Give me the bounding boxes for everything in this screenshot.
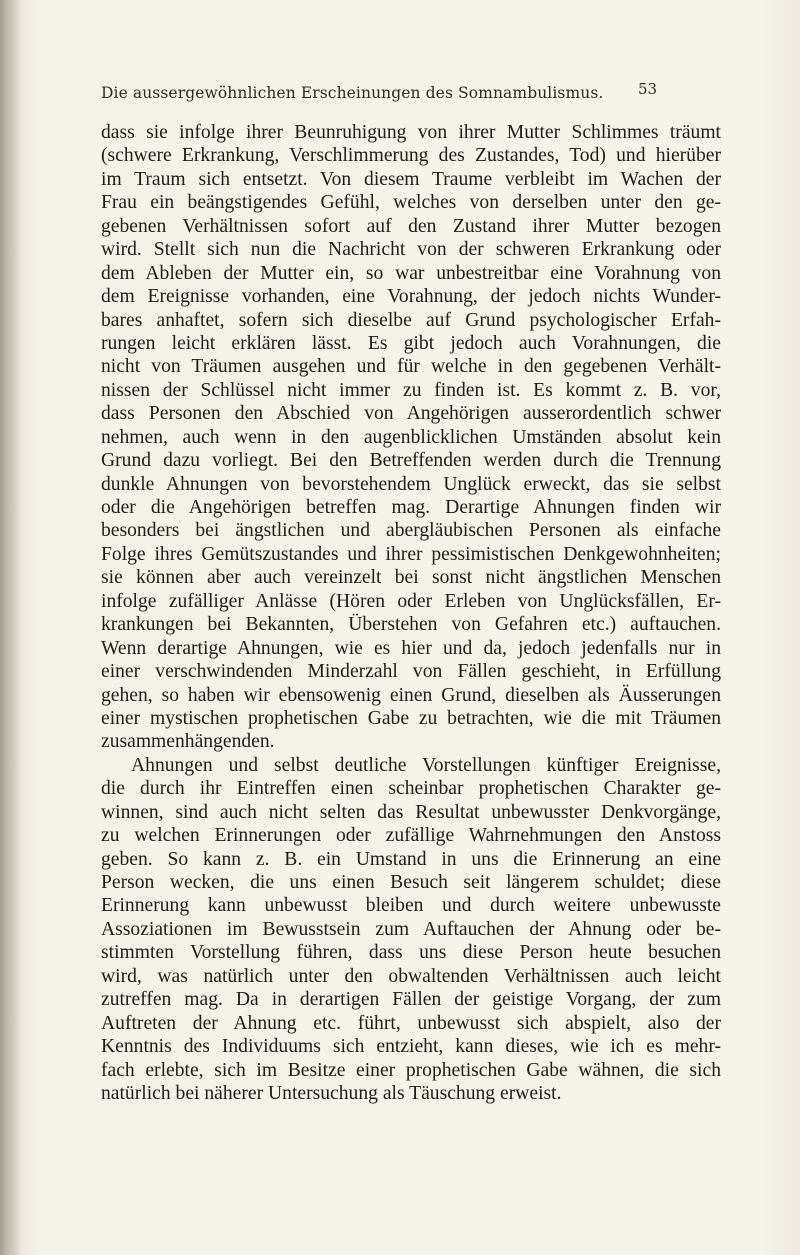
paragraph-last-line: zusammenhängenden. [101,731,275,753]
page-binding-shadow [0,0,22,1255]
text-line: fach erlebte, sich im Besitze einer prophetischen Gabe wähnen, die sich [101,1059,721,1081]
text-line: die durch ihr Eintreffen einen scheinbar prophetischen Charakter ge- [101,778,721,800]
text-line: rungen leicht erklären lässt. Es gibt jedoch auch Vorahnungen, die [101,332,721,354]
text-line: Folge ihres Gemütszustandes und ihrer pessimistischen Denkgewohnheiten; [101,543,721,565]
text-line: nissen der Schlüssel nicht immer zu finden ist. Es kommt z. B. vor, [101,379,721,401]
body-text [101,121,721,1105]
text-line: im Traum sich entsetzt. Von diesem Traume verbleibt im Wachen der [101,168,721,190]
text-line: Erinnerung kann unbewusst bleiben und durch weitere unbewusste [101,895,721,917]
text-line: Auftreten der Ahnung etc. führt, unbewusst sich abspielt, also der [101,1012,721,1034]
text-line: winnen, sind auch nicht selten das Resultat unbewusster Denkvorgänge, [101,801,721,823]
text-line: Frau ein beängstigendes Gefühl, welches von derselben unter den ge- [101,192,721,214]
text-line: besonders bei ängstlichen und abergläubischen Personen als einfache [101,520,721,542]
text-line: oder die Angehörigen betreffen mag. Derartige Ahnungen finden wir [101,497,721,518]
text-line: Assoziationen im Bewusstsein zum Auftauchen der Ahnung oder be- [101,918,721,940]
text-line: infolge zufälliger Anlässe (Hören oder Erleben von Unglücksfällen, Er- [101,590,721,612]
text-line: gehen, so haben wir ebensowenig einen Grund, dieselben als Äusserungen [101,684,721,706]
text-line: dem Ableben der Mutter ein, so war unbestreitbar eine Vorahnung von [101,262,721,284]
text-line: dass sie infolge ihrer Beunruhigung von ihrer Mutter Schlimmes träumt [101,122,721,143]
text-line: krankungen bei Bekannten, Überstehen von Gefahren etc.) auftauchen. [101,614,721,636]
text-line: dem Ereignisse vorhanden, eine Vorahnung, der jedoch nichts Wunder- [101,286,721,308]
text-line: nicht von Träumen ausgehen und für welche in den gegebenen Verhält- [101,356,721,378]
running-header: Die aussergewöhnlichen Erscheinungen des Somnambulismus. [101,84,604,102]
text-line: Grund dazu vorliegt. Bei den Betreffenden werden durch die Trennung [101,450,721,472]
text-line: nehmen, auch wenn in den augenblicklichen Umständen absolut kein [101,426,721,448]
text-line: bares anhaftet, sofern sich dieselbe auf Grund psychologischer Erfah- [101,309,721,331]
text-line: stimmten Vorstellung führen, dass uns diese Person heute besuchen [101,942,721,964]
text-line: zutreffen mag. Da in derartigen Fällen der geistige Vorgang, der zum [101,989,721,1011]
text-line: wird, was natürlich unter den obwaltenden Verhältnissen auch leicht [101,965,721,987]
text-line: dunkle Ahnungen von bevorstehendem Unglück erweckt, das sie selbst [101,473,721,495]
text-line: gebenen Verhältnissen sofort auf den Zustand ihrer Mutter bezogen [101,215,721,237]
text-line: (schwere Erkrankung, Verschlimmerung des Zustandes, Tod) und hierüber [101,145,721,167]
text-line: Person wecken, die uns einen Besuch seit längerem schuldet; diese [101,872,721,893]
text-line: geben. So kann z. B. ein Umstand in uns die Erinnerung an eine [101,848,721,870]
paragraph-last-line: natürlich bei näherer Untersuchung als Täuschung erweist. [101,1082,562,1104]
text-line: einer verschwindenden Minderzahl von Fällen geschieht, in Erfüllung [101,661,721,683]
page-number: 53 [638,80,658,98]
text-line: zu welchen Erinnerungen oder zufällige Wahrnehmungen den Anstoss [101,825,721,847]
text-line: einer mystischen prophetischen Gabe zu betrachten, wie die mit Träumen [101,707,721,729]
text-line: wird. Stellt sich nun die Nachricht von der schweren Erkrankung oder [101,239,721,261]
text-line: Kenntnis des Individuums sich entzieht, kann dieses, wie ich es mehr- [101,1036,721,1058]
paragraph-first-line: Ahnungen und selbst deutliche Vorstellungen künftiger Ereignisse, [131,754,721,776]
text-line: Wenn derartige Ahnungen, wie es hier und da, jedoch jedenfalls nur in [101,637,721,659]
text-line: dass Personen den Abschied von Angehörigen ausserordentlich schwer [101,403,721,425]
text-line: sie können aber auch vereinzelt bei sonst nicht ängstlichen Menschen [101,567,721,589]
